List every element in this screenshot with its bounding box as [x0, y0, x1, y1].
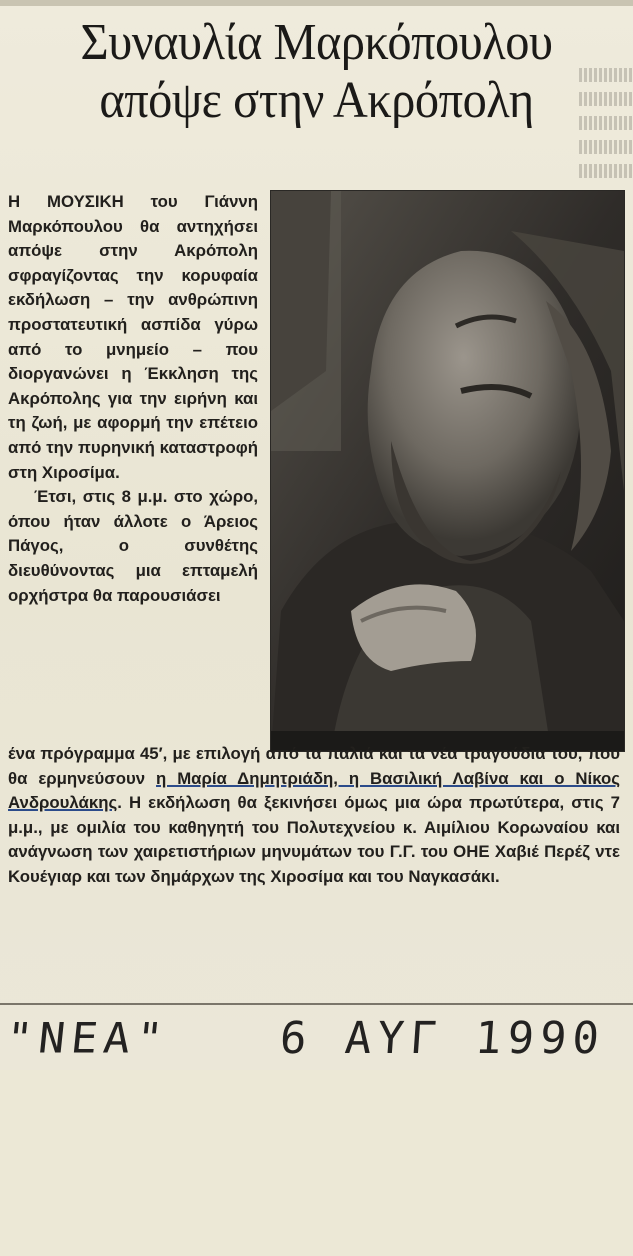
handwritten-date: 6 ΑΥΓ 1990 [278, 1013, 607, 1064]
portrait-photo-graphic [271, 191, 624, 751]
portrait-photo [270, 190, 625, 752]
article-headline [22, 14, 611, 130]
handwritten-annotation [0, 1008, 633, 1070]
adjacent-article-bleed [575, 58, 633, 178]
headline-line-2: απόψε στην Ακρόπολη [99, 72, 534, 129]
paragraph-2-continued [8, 742, 620, 890]
paragraph-1: Η ΜΟΥΣΙΚΗ του Γιάννη Μαρκόπουλου θα αντηχήσει απόψε στην Ακρόπολη σφραγίζοντας την κορυφαία εκδήλωση – την ανθρώπινη προστατευτική ασπίδα γύρω από το μνημείο – που διοργανώνει η Έκκληση της Ακρόπολης για την ειρήνη και τη ζωή, με αφορμή την επέτειο από την πυρηνική καταστροφή στη Χιροσίμα. [8, 192, 258, 482]
headline-line-1: Συναυλία Μαρκόπουλου [80, 14, 553, 71]
paragraph-2-text-a: ένα πρόγραμμα 45′, με επιλογή από τα παλιά και τα νέα τραγούδια του, που θα ερμηνεύσουν [8, 744, 620, 788]
performers-underlined: η Μαρία Δημητριάδη, η Βασιλική Λαβίνα και ο Νίκος Ανδρουλάκης [8, 768, 620, 813]
paragraph-2-text-b: . Η εκδήλωση θα ξεκινήσει όμως μια ώρα πρωτύτερα, στις 7 μ.μ., με ομιλία του καθηγητή του Πολυτεχνείου κ. Αιμίλιου Κορωναίου και ανάγνωση των χαιρετιστήριων μηνυμάτων του Γ.Γ. του ΟΗΕ Χαβιέ Περέζ ντε Κουέγιαρ και των δημάρχων της Χιροσίμα και του Ναγκασάκι. [8, 793, 620, 886]
article-full-width-text [8, 742, 620, 890]
paragraph-2-start: Έτσι, στις 8 μ.μ. στο χώρο, όπου ήταν άλλοτε ο Άρειος Πάγος, ο συνθέτης διευθύνοντας μια επταμελή ορχήστρα θα παρουσιάσει [8, 487, 258, 605]
handwritten-source: "ΝΕΑ" [3, 1014, 172, 1063]
article-column-text [8, 190, 258, 608]
top-edge-shadow [0, 0, 633, 6]
clipping-bottom-border [0, 1003, 633, 1005]
